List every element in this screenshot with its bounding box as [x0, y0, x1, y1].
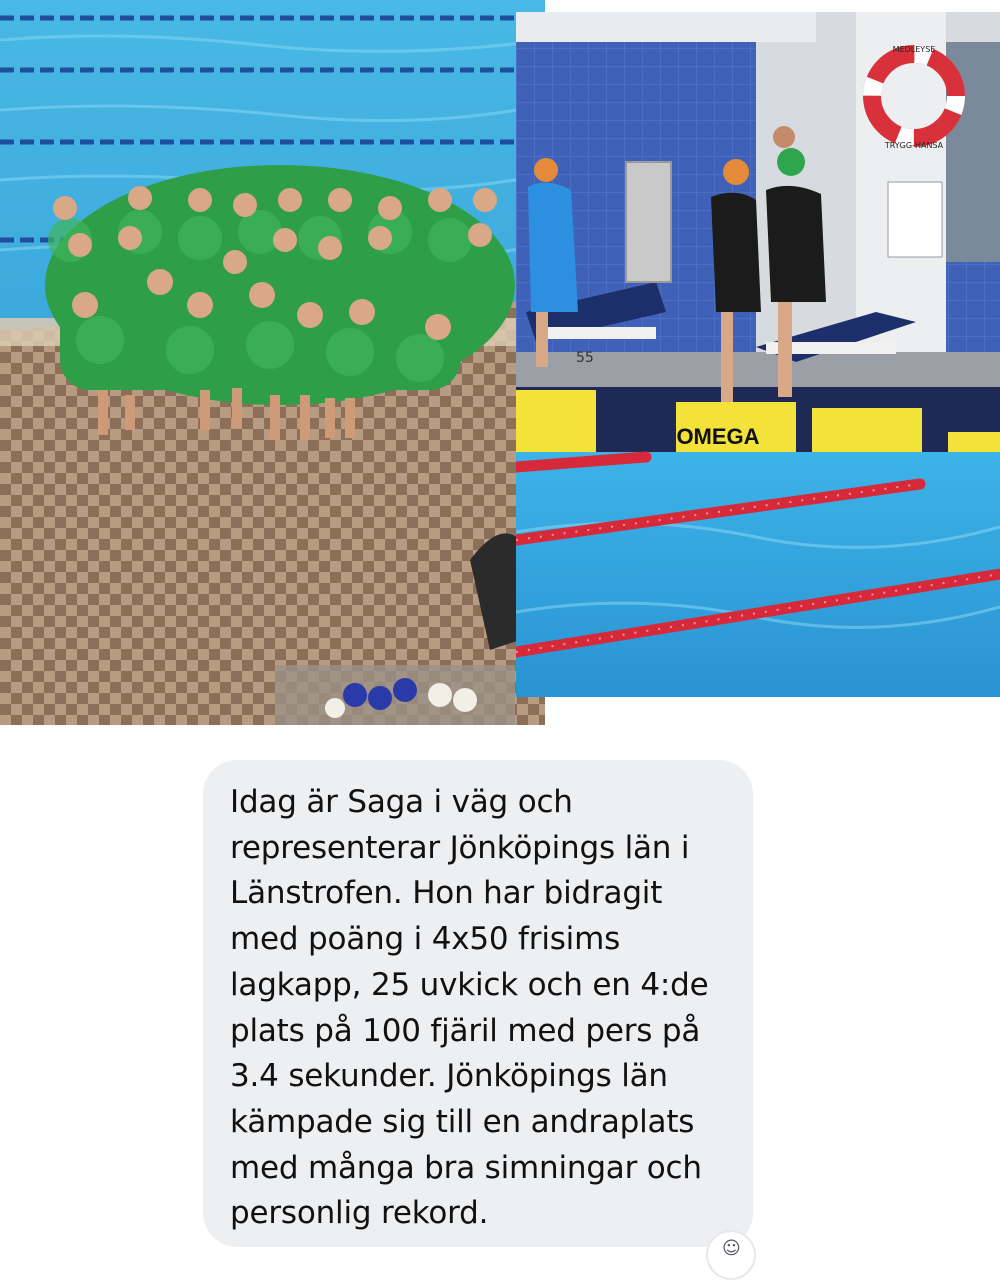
- lifebuoy-label: MEDLEYSE: [892, 45, 936, 54]
- team-photo-image: [0, 0, 545, 725]
- starting-blocks-image: [516, 12, 1000, 697]
- omega-sign: OMEGA: [676, 424, 760, 449]
- add-reaction-icon: ☺: [722, 1238, 741, 1259]
- lane-number: 55: [576, 350, 594, 366]
- message-text: Idag är Saga i väg och representerar Jönköpings län i Länstrofen. Hon har bidragit med poäng i 4x50 frisims lagkapp, 25 uvkick och en 4:de plats på 100 fjäril med pers på 3.4 sekunder. Jönköpings län kämpade sig till en andraplats med många bra simningar och personlig rekord.: [230, 784, 709, 1232]
- team-photo[interactable]: [0, 0, 545, 725]
- starting-blocks-photo[interactable]: [516, 12, 1000, 697]
- message-bubble[interactable]: [203, 760, 753, 1247]
- lifebuoy-label-bottom: TRYGG-HANSA: [884, 141, 944, 150]
- add-reaction-button[interactable]: [708, 1232, 754, 1278]
